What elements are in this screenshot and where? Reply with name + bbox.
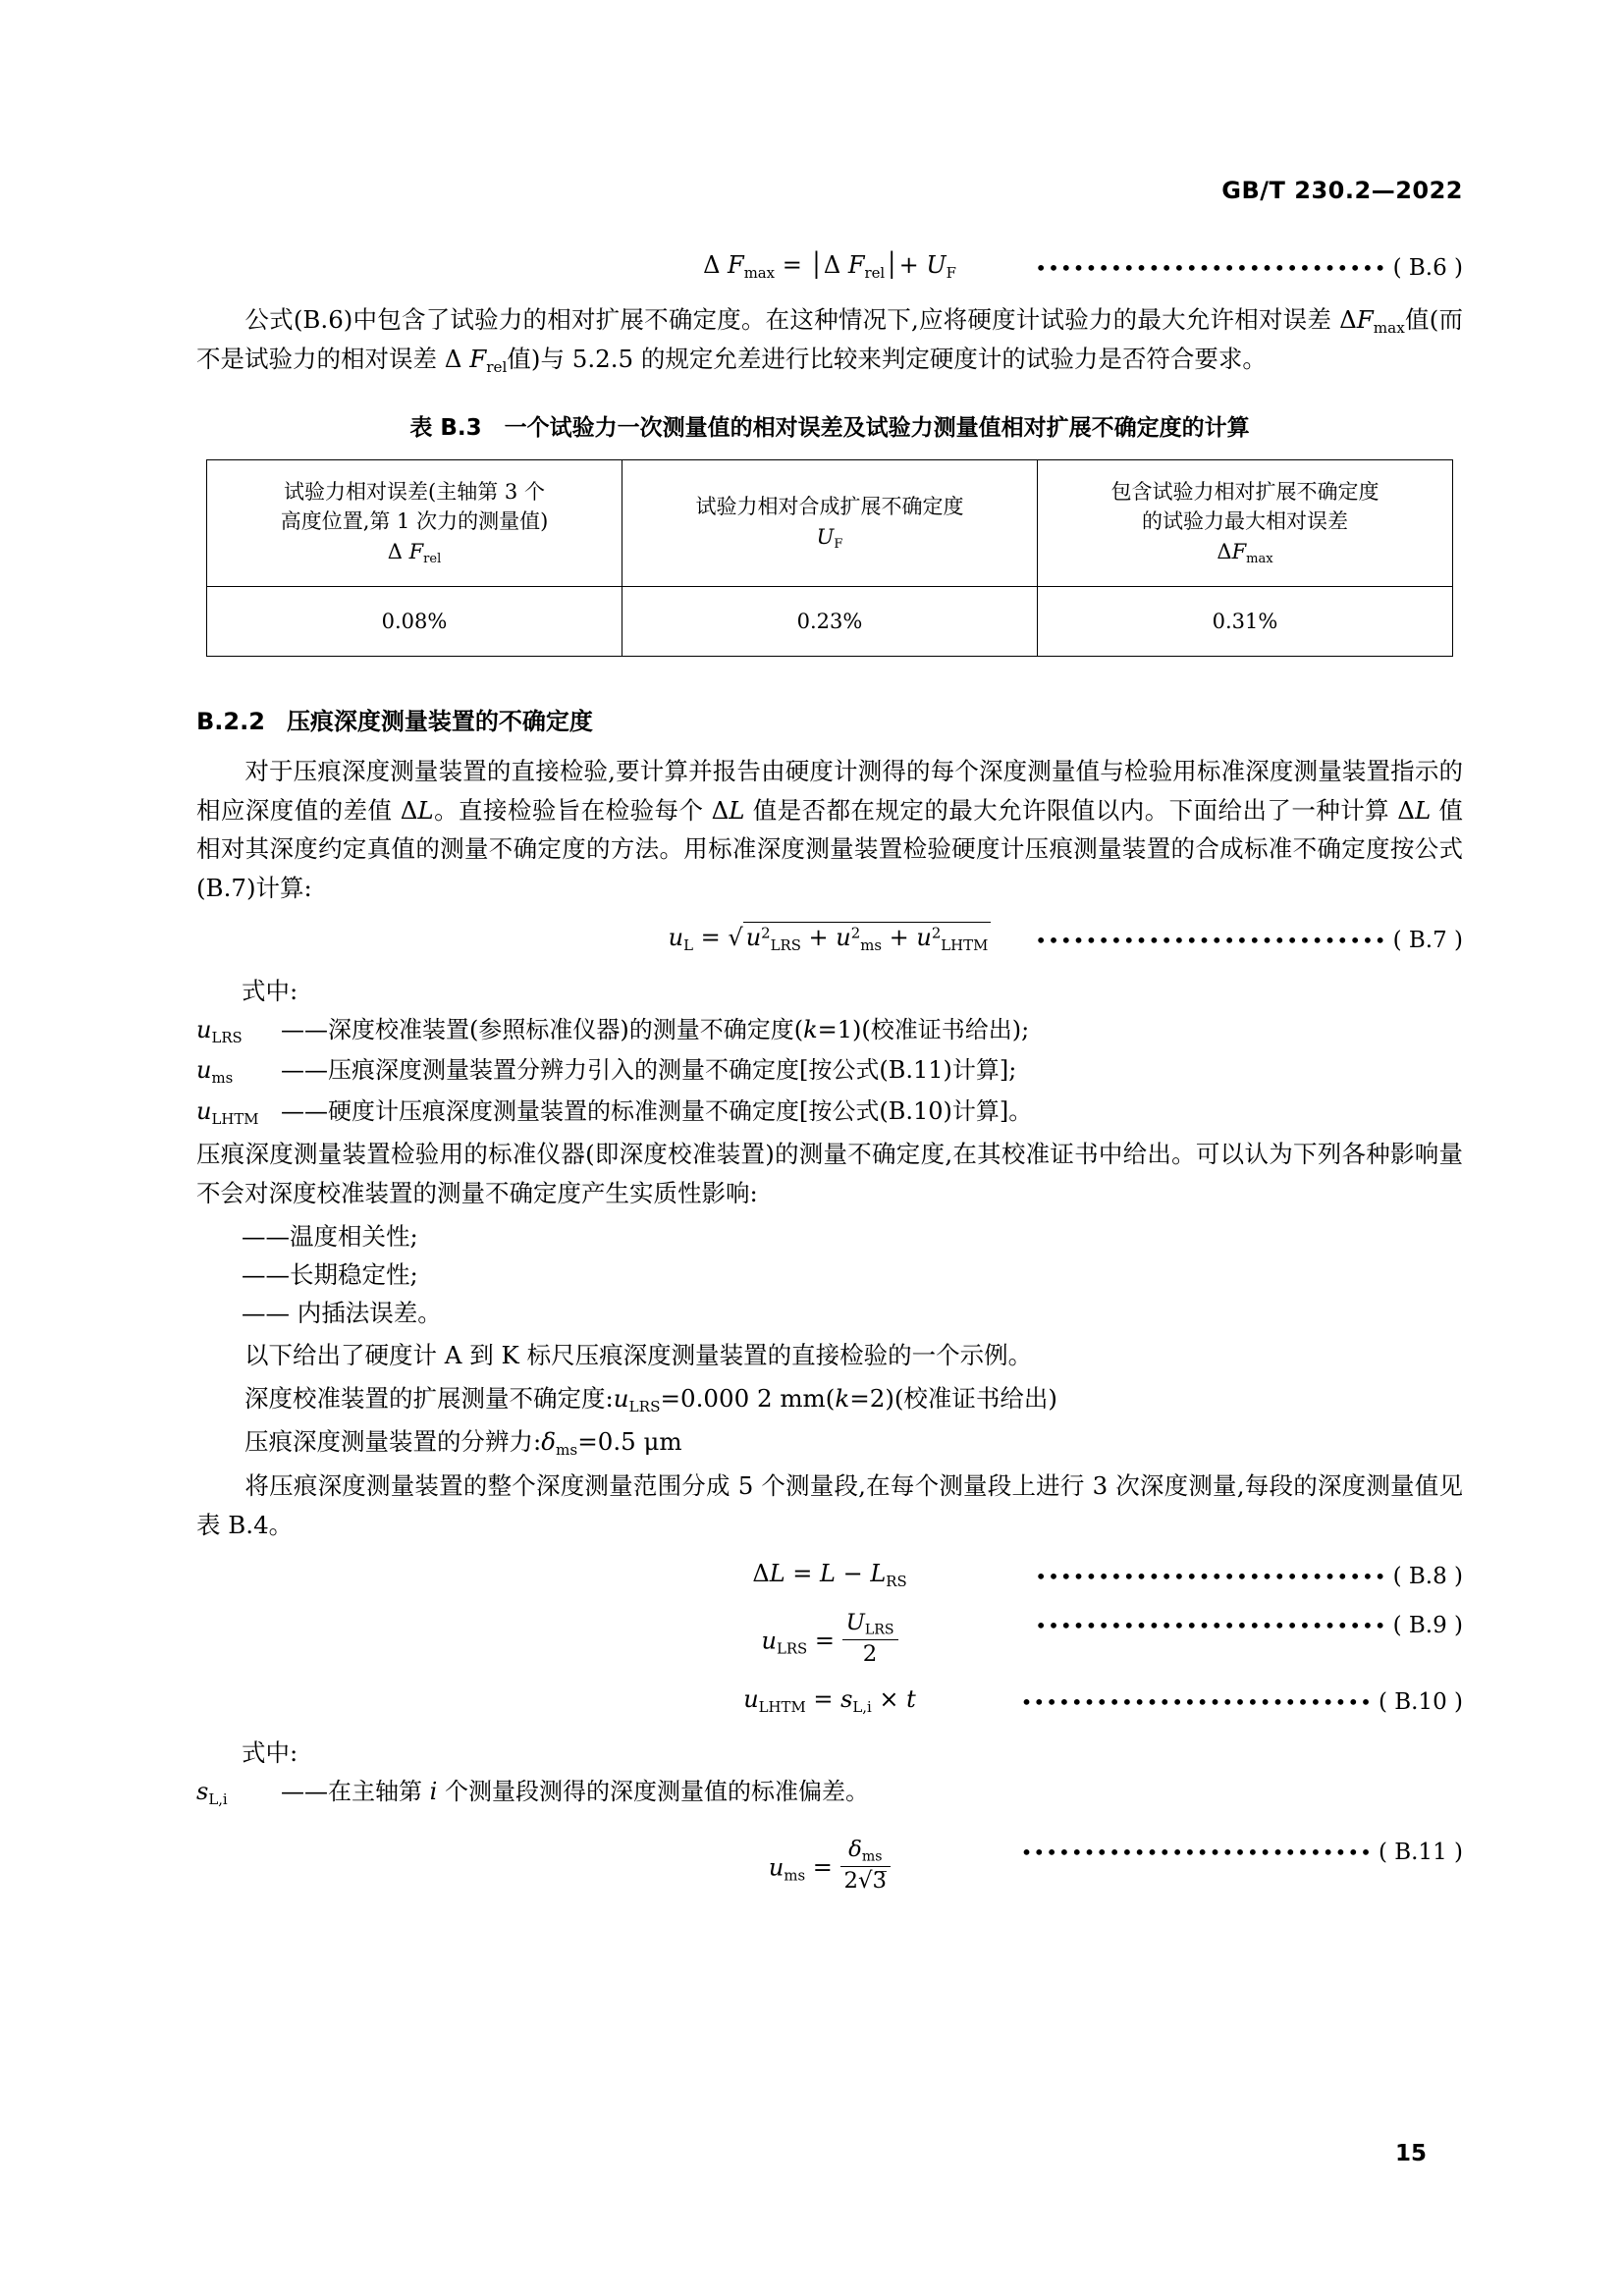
paragraph-resolution: 压痕深度测量装置的分辨力$:\delta_{ms}=0.5$ μm [196,1427,682,1460]
equation-b9 [196,1609,1463,1670]
header-line-1: 试验力相对误差(主轴第 3 个 [284,479,545,504]
paragraph-measurement-segments: 将压痕深度测量装置的整个深度测量范围分成 5 个测量段,在每个测量段上进行 3 次深度测量,每段的深度测量值见表 B.4。 [196,1470,1463,1539]
table-header-row [207,459,1453,586]
equation-b11-expression: $u_{ms}$ = $\frac{\delta_{ms}}{2√3̅}$ [196,1836,1463,1896]
paragraph-b22-intro: 对于压痕深度测量装置的直接检验,要计算并报告由硬度计测得的每个深度测量值与检验用标准深度测量装置指示的相应深度值的差值 ΔL。直接检验旨在检验每个 ΔL 值是否都在规定的最大允许限值以内。下面给出了一种计算 ΔL 值相对其深度约定真值的测量不确定度的方法。用标准深度测量装置检验硬度计压痕测量装置的合成标准不确定度按公式(B.7)计算: [196,756,1463,902]
definition-sli [196,1773,1463,1812]
header-line-3: $U_F$ [816,524,843,552]
definition-symbol: $u_{LHTM}$ [196,1096,259,1128]
equation-b8-expression: $\Delta L = L - L_{RS}$ [752,1560,907,1590]
header-line-2: 高度位置,第 1 次力的测量值) [280,509,549,534]
table-header-cell-expanded-uncertainty [622,459,1038,586]
where-label-1: 式中: [242,976,298,1005]
definition-dash: —— [281,1778,328,1806]
equation-b11-number: •••••••••••••••••••••••••••• ( B.11 ) [1020,1839,1463,1865]
definition-ums [196,1051,1463,1091]
table-b3-caption: 表 B.3 一个试验力一次测量值的相对误差及试验力测量值相对扩展不确定度的计算 [409,414,1250,441]
definition-symbol: $u_{LRS}$ [196,1015,243,1046]
table-row [207,586,1453,656]
where-label-2: 式中: [242,1738,298,1768]
header-line-3: $\Delta F_{max}$ [1217,539,1273,566]
list-item: ——长期稳定性; [242,1259,418,1289]
table-b3 [206,459,1453,657]
equation-b9-number: •••••••••••••••••••••••••••• ( B.9 ) [1035,1613,1463,1639]
equation-b7 [196,924,1463,957]
equation-b10-expression: $u_{LHTM} = s_{L,i} \times t$ [743,1685,916,1716]
list-item: —— 内插法误差。 [242,1299,442,1328]
equation-b9-expression: $u_{LRS}$ = $\frac{U_{LRS}}{2}$ [196,1609,1463,1670]
paragraph-example-intro: 以下给出了硬度计 A 到 K 标尺压痕深度测量装置的直接检验的一个示例。 [196,1341,1033,1370]
table-cell-expanded-uncertainty-value: 0.23% [622,586,1038,656]
section-number: B.2.2 [196,707,265,735]
header-line-1: 试验力相对合成扩展不确定度 [695,495,964,519]
equation-b8 [196,1560,1463,1593]
equation-b11 [196,1836,1463,1896]
table-cell-rel-error-value: 0.08% [207,586,622,656]
equation-b6 [196,251,1463,285]
definition-ulrs [196,1011,1463,1050]
table-cell-max-rel-error-value: 0.31% [1038,586,1453,656]
equation-b7-expression: $u_L$ = √ $u^2_{LRS} + u^2_{ms} + u^2_{LHTM}$ [196,924,1463,954]
header-line-2: 的试验力最大相对误差 [1142,509,1348,534]
table-header-cell-max-rel-error [1038,459,1453,586]
definition-text: 压痕深度测量装置分辨力引入的测量不确定度[按公式(B.11)计算]; [328,1056,1017,1085]
paragraph-b6-explanation: 公式(B.6)中包含了试验力的相对扩展不确定度。在这种情况下,应将硬度计试验力的最大允许相对误差 $\Delta F_{max}$值(而不是试验力的相对误差 Δ $F_{rel}$值)与 5.2.5 的规定允差进行比较来判定硬度计的试验力是否符合要求。 [196,305,1463,377]
page-header: GB/T 230.2—2022 [1221,177,1463,204]
page-number: 15 [1394,2141,1427,2166]
equation-b8-number: •••••••••••••••••••••••••••• ( B.8 ) [1035,1564,1463,1590]
section-title: 压痕深度测量装置的不确定度 [286,707,593,735]
definition-dash: —— [281,1056,328,1085]
definition-ulhtm [196,1093,1463,1132]
section-heading-b22 [196,702,1463,736]
header-line-1: 包含试验力相对扩展不确定度 [1110,479,1380,504]
definition-symbol: $u_{ms}$ [196,1056,234,1087]
equation-b7-number: •••••••••••••••••••••••••••• ( B.7 ) [1035,927,1463,953]
definition-symbol: $s_{L,i}$ [196,1778,228,1808]
list-item: ——温度相关性; [242,1221,418,1251]
paragraph-calibration-uncertainty: 深度校准装置的扩展测量不确定度$:u_{LRS}=0.000$ 2 mm(k=2)(校准证书给出) [196,1383,1057,1415]
definition-text: 硬度计压痕深度测量装置的标准测量不确定度[按公式(B.10)计算]。 [328,1096,1033,1125]
page-content [196,177,1463,1911]
definition-dash: —— [281,1096,328,1125]
definition-dash: —— [281,1015,328,1043]
definition-text: 在主轴第 i 个测量段测得的深度测量值的标准偏差。 [328,1778,869,1806]
equation-b10-number: •••••••••••••••••••••••••••• ( B.10 ) [1020,1689,1463,1716]
equation-b6-number: •••••••••••••••••••••••••••• ( B.6 ) [1035,255,1463,281]
table-header-cell-rel-error [207,459,622,586]
equation-b6-expression: Δ $F_{max}$ = │Δ $F_{rel}│+ U_F$ [703,251,956,282]
header-line-3: Δ $F_{rel}$ [387,539,442,566]
definition-text: 深度校准装置(参照标准仪器)的测量不确定度(k=1)(校准证书给出); [328,1015,1030,1043]
equation-b10 [196,1685,1463,1719]
paragraph-standard-instrument: 压痕深度测量装置检验用的标准仪器(即深度校准装置)的测量不确定度,在其校准证书中给出。可以认为下列各种影响量不会对深度校准装置的测量不确定度产生实质性影响: [196,1140,1463,1207]
